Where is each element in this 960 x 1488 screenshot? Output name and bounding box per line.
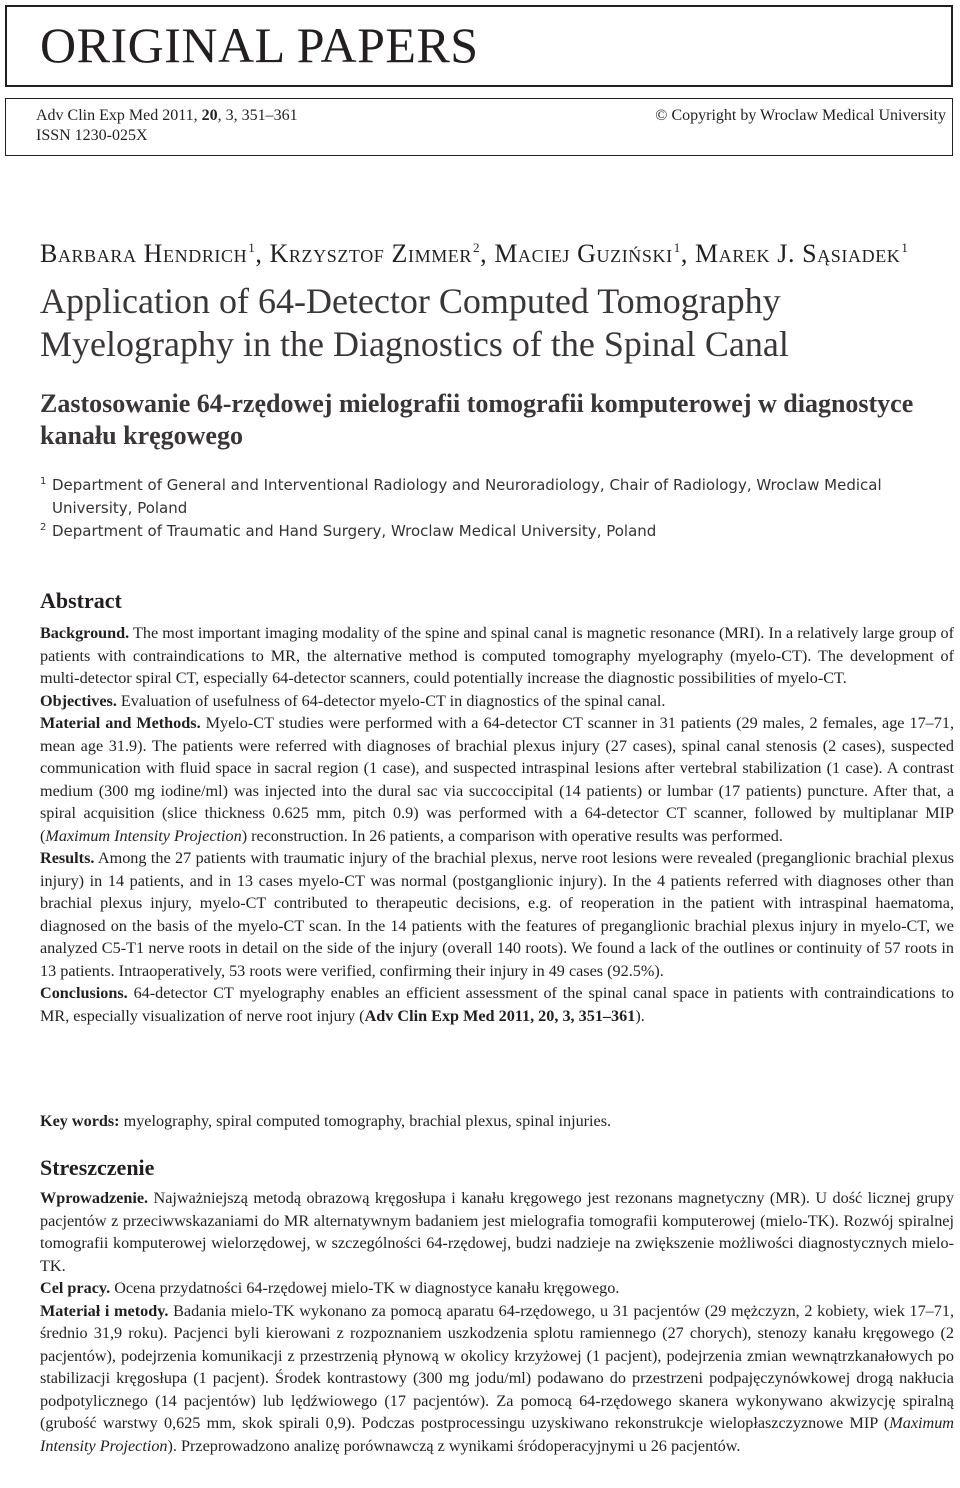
affiliation-text: Department of Traumatic and Hand Surgery, Wroclaw Medical University, Poland: [52, 522, 657, 540]
copyright: © Copyright by Wroclaw Medical University: [655, 107, 946, 124]
affiliation-item: [40, 520, 920, 543]
article-title-polish: Zastosowanie 64-rzędowej mielografii tomografii komputerowej w diagnostyce kanału kręgowego: [40, 389, 914, 450]
abstract-objectives: Objectives. Evaluation of usefulness of 64-detector myelo-CT in diagnostics of the spinal canal.: [40, 691, 666, 710]
affiliation-number: 2: [40, 522, 47, 533]
affiliations: [40, 474, 920, 543]
affiliation-item: [40, 474, 920, 520]
abstract-methods: Material and Methods. Myelo-CT studies were performed with a 64-detector CT scanner in 31 patients (29 males, 2 females, age 17–71, mean age 31.9). The patients were referred with diagnoses of brachial plexus injury (27 cases), spinal canal stenosis (2 cases), suspected communication with fluid space in sacral region (1 case), and suspected intraspinal lesions after vertebral stabilization (1 case). A contrast medium (300 mg iodine/ml) was injected into the dural sac via succoccipital (14 patients) or lumbar (17 patients) puncture. After that, a spiral acquisition (slice thickness 0.625 mm, pitch 0.9) was performed with a 64-detector CT scanner, followed by multiplanar MIP (Maximum Intensity Projection) reconstruction. In 26 patients, a comparison with operative results was performed.: [40, 714, 954, 845]
abstract-results: Results. Among the 27 patients with traumatic injury of the brachial plexus, nerve root lesions were revealed (preganglionic brachial plexus injury) in 14 patients, and in 13 cases myelo-CT was normal (postganglionic injury). In the 4 patients referred with diagnoses other than brachial plexus injury, myelo-CT contributed to therapeutic decisions, e.g. of reoperation in the patient with intraspinal haematoma, diagnosed on the basis of the myelo-CT scan. In the 14 patients with the features of preganglionic brachial plexus injury in myelo-CT, we analyzed C5-T1 nerve roots in detail on the side of the injury (overall 140 roots). We found a lack of the outlines or continuity of 57 roots in 13 patients. Intraoperatively, 53 roots were verified, confirming their injury in 49 cases (92.5%).: [40, 849, 954, 980]
abstract-background: Background. The most important imaging modality of the spine and spinal canal is magnetic resonance (MRI). In a relatively large group of patients with contraindications to MR, the alternative method is computed tomography myelography (myelo-CT). The development of multi-detector spiral CT, especially 64-detector scanners, could potentially increase the diagnostic possibilities of myelo-CT.: [40, 624, 954, 687]
journal-citation: Adv Clin Exp Med 2011, 20, 3, 351–361: [36, 107, 298, 124]
section-title: ORIGINAL PAPERS: [40, 17, 479, 73]
abstract-conclusions: Conclusions. 64-detector CT myelography enables an efficient assessment of the spinal canal space in patients with contraindications to MR, especially visualization of nerve root injury (Adv Clin Exp Med 2011, 20, 3, 351–361).: [40, 984, 954, 1025]
article-title-english: Application of 64-Detector Computed Tomography Myelography in the Diagnostics of the Spinal Canal: [40, 281, 789, 364]
author-name: Barbara Hendrich: [40, 239, 248, 268]
keywords-label: Key words:: [40, 1112, 120, 1130]
author-name: Marek J. Sąsiadek: [695, 239, 901, 268]
keywords: [40, 1110, 954, 1133]
streszczenie-intro: Wprowadzenie. Najważniejszą metodą obrazową kręgosłupa i kanału kręgowego jest rezonans magnetyczny (MR). U dość licznej grupy pacjentów z przeciwwskazaniami do MR alternatywnym badaniem jest mielografia tomografii komputerowej (mielo-TK). Rozwój spiralnej tomografii komputerowej wielorzędowej, w szczególności 64-rzędowej, budzi nadzieje na zwiększenie możliwości diagnostycznych mielo-TK.: [40, 1189, 954, 1275]
streszczenie-aim: Cel pracy. Ocena przydatności 64-rzędowej mielo-TK w diagnostyce kanału kręgowego.: [40, 1279, 620, 1297]
author-affiliation-marker: 1: [673, 240, 681, 255]
author-name: Krzysztof Zimmer: [269, 239, 472, 268]
journal-volume: 20: [201, 107, 218, 124]
author-affiliation-marker: 1: [248, 240, 256, 255]
abstract-heading: Abstract: [40, 588, 122, 613]
keywords-text: myelography, spiral computed tomography, brachial plexus, spinal injuries.: [119, 1112, 612, 1130]
author-affiliation-marker: 1: [901, 240, 909, 255]
author-name: Maciej Guziński: [494, 239, 673, 268]
journal-citation-block: [36, 106, 298, 145]
streszczenie-body: [40, 1187, 954, 1457]
affiliation-text: Department of General and Interventional Radiology and Neuroradiology, Chair of Radiology, Wroclaw Medical University, Poland: [52, 476, 882, 517]
issn: ISSN 1230-025X: [36, 126, 148, 144]
abstract-citation: Adv Clin Exp Med 2011, 20, 3, 351–361: [364, 1006, 636, 1025]
authors: Barbara Hendrich$^1$, Krzysztof Zimmer$^2$, Maciej Guziński$^1$, Marek J. Sąsiadek$^1$: [40, 239, 909, 268]
streszczenie-methods: Materiał i metody. Badania mielo-TK wykonano za pomocą aparatu 64-rzędowego, u 31 pacjentów (29 mężczyzn, 2 kobiety, wiek 17–71, średnio 31,9 roku). Pacjenci byli kierowani z rozpoznaniem uszkodzenia splotu ramiennego (27 chorych), stenozy kanału kręgowego (2 pacjentów), podejrzenia komunikacji z przestrzenią płynową w okolicy krzyżowej (1 pacjent), podejrzenia zmian wewnątrzkanałowych po stabilizacji kręgosłupa (1 pacjent). Środek kontrastowy (300 mg jodu/ml) podawano do przestrzeni podpajęczynówkowej drogą nakłucia podpotylicznego (14 pacjentów) lub lędźwiowego (17 pacjentów). Za pomocą 64-rzędowego skanera wykonywano akwizycję spiralną (grubość warstwy 0,625 mm, skok spirali 0,9). Podczas postprocessingu uzyskiwano rekonstrukcje wielopłaszczyznowe MIP (Maximum Intensity Projection). Przeprowadzono analizę porównawczą z wynikami śródoperacyjnymi u 26 pacjentów.: [40, 1301, 955, 1455]
affiliation-number: 1: [40, 476, 47, 487]
streszczenie-heading: Streszczenie: [40, 1155, 155, 1180]
abstract-body: [40, 622, 954, 1027]
author-affiliation-marker: 2: [473, 240, 481, 255]
